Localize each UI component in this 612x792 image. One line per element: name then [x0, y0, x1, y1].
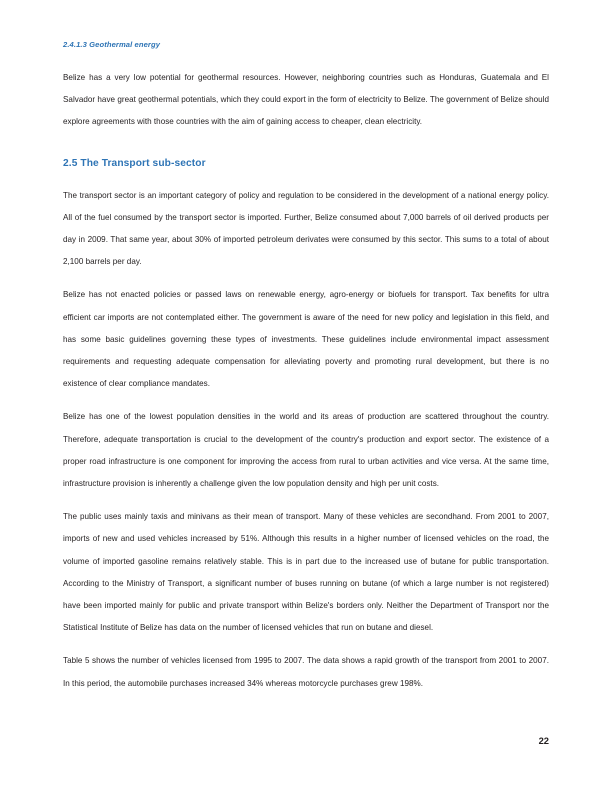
paragraph-policy-legislation: Belize has not enacted policies or passed laws on renewable energy, agro-energy or biofuels for transport. Tax benefits for ultra efficient car imports are not contemplated either. The government is aware of the need for new policy and legislation in this field, and has some basic guidelines governing these types of investments. These guidelines include environmental impact assessment requirements and requesting adequate compensation for alleviating poverty and promoting rural development, but there is no existence of clear compliance mandates. — [63, 290, 549, 389]
page-content — [63, 40, 549, 706]
paragraph-public-transport: The public uses mainly taxis and minivans as their mean of transport. Many of these vehicles are secondhand. From 2001 to 2007, imports of new and used vehicles increased by 51%. Although this results in a higher number of licensed vehicles on the road, the volume of imported gasoline remains relatively stable. This is in part due to the increased use of butane for public transportation. According to the Ministry of Transport, a significant number of buses running on butane (of which a large number is not registered) have been imported mainly for public and private transport within Belize's borders only. Neither the Department of Transport nor the Statistical Institute of Belize has data on the number of licensed vehicles that run on butane and diesel. — [63, 512, 549, 633]
paragraph-transport-sector-overview: The transport sector is an important category of policy and regulation to be considered in the development of a national energy policy. All of the fuel consumed by the transport sector is imported. Further, Belize consumed about 7,000 barrels of oil derived products per day in 2009. That same year, about 30% of imported petroleum derivates were consumed by this sector. This sums to a total of about 2,100 barrels per day. — [63, 190, 549, 267]
paragraph-geothermal: Belize has a very low potential for geothermal resources. However, neighboring countries such as Honduras, Guatemala and El Salvador have great geothermal potentials, which they could export in the form of electricity to Belize. The government of Belize should explore agreements with those countries with the aim of gaining access to cheaper, clean electricity. — [63, 73, 549, 127]
section-heading-transport-subsector: 2.5 The Transport sub-sector — [63, 157, 206, 169]
paragraph-population-density: Belize has one of the lowest population densities in the world and its areas of production are scattered throughout the country. Therefore, adequate transportation is crucial to the development of the country's production and export sector. The existence of a proper road infrastructure is one component for improving the access from rural to urban activities and vice versa. At the same time, infrastructure provision is inherently a challenge given the low population density and high per unit costs. — [63, 412, 549, 489]
page-number: 22 — [538, 735, 549, 746]
section-heading-geothermal-energy: 2.4.1.3 Geothermal energy — [63, 40, 161, 49]
paragraph-table-5-reference: Table 5 shows the number of vehicles licensed from 1995 to 2007. The data shows a rapid growth of the transport from 2001 to 2007. In this period, the automobile purchases increased 34% whereas motorcycle purchases grew 198%. — [63, 656, 549, 688]
